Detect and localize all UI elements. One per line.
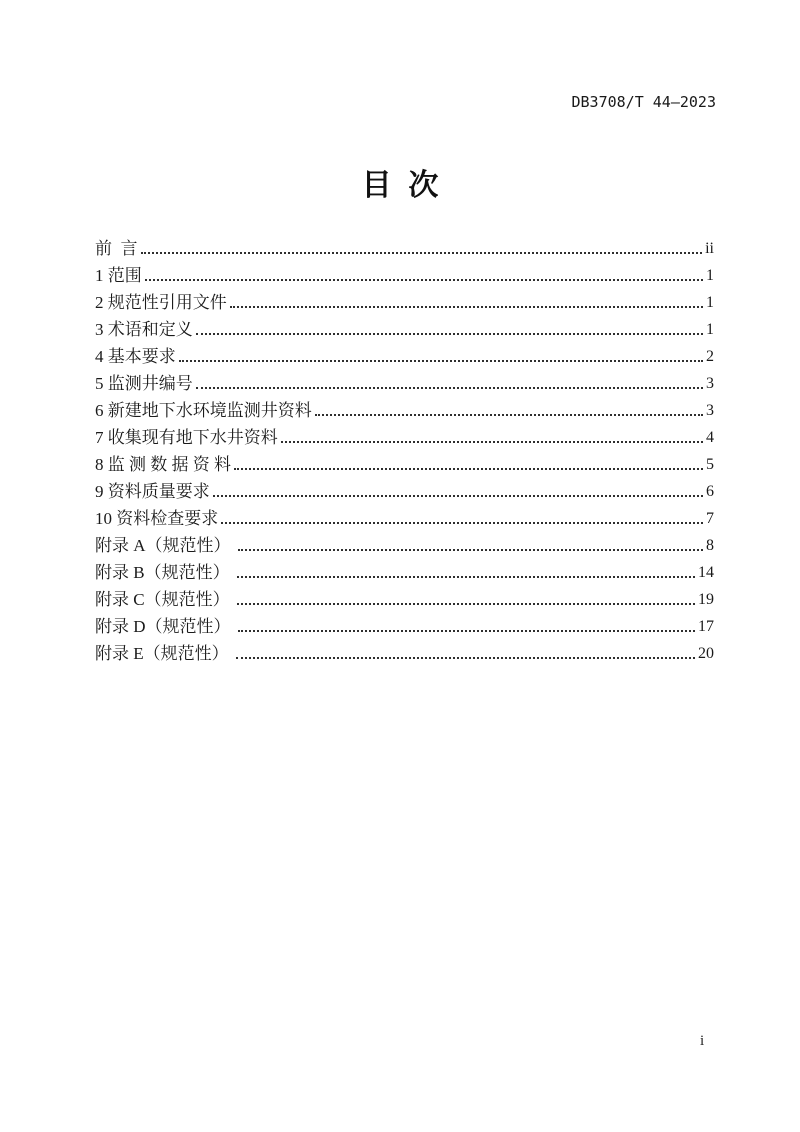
- toc-entry-page: 7: [706, 510, 714, 527]
- toc-entry-page: 1: [706, 267, 714, 284]
- toc-entry: [95, 368, 714, 395]
- toc-entry-label: 7 收集现有地下水井资料: [95, 428, 278, 447]
- toc-entry: [95, 611, 714, 638]
- toc-entry-label: 前 言: [95, 239, 138, 258]
- toc-entry-page: 20: [698, 645, 714, 662]
- toc-entry-page: 14: [698, 564, 714, 581]
- dot-leader: [196, 333, 703, 335]
- toc-entry: [95, 233, 714, 260]
- toc-entry: [95, 287, 714, 314]
- toc-entry-page: 5: [706, 456, 714, 473]
- dot-leader: [281, 441, 703, 443]
- toc-list: [95, 233, 714, 665]
- page-title: 目 次: [361, 169, 439, 202]
- toc-entry-label: 附录 E（规范性）: [95, 644, 233, 663]
- dot-leader: [236, 657, 695, 659]
- toc-entry: [95, 638, 714, 665]
- toc-entry-page: 1: [706, 294, 714, 311]
- dot-leader: [238, 549, 703, 551]
- dot-leader: [238, 630, 695, 632]
- toc-entry: [95, 422, 714, 449]
- toc-entry-page: 17: [698, 618, 714, 635]
- toc-entry: [95, 476, 714, 503]
- toc-entry: [95, 449, 714, 476]
- dot-leader: [237, 576, 695, 578]
- standard-code: DB3708/T 44—2023: [571, 93, 716, 111]
- page-number-footer: i: [700, 1033, 705, 1049]
- toc-entry-label: 5 监测井编号: [95, 374, 193, 393]
- toc-entry-label: 附录 D（规范性）: [95, 617, 235, 636]
- toc-entry-label: 3 术语和定义: [95, 320, 193, 339]
- toc-entry-page: 19: [698, 591, 714, 608]
- toc-entry-page: ii: [705, 240, 714, 257]
- toc-entry: [95, 530, 714, 557]
- dot-leader: [221, 522, 703, 524]
- toc-entry-page: 2: [706, 348, 714, 365]
- toc-entry-label: 附录 C（规范性）: [95, 590, 234, 609]
- toc-entry-page: 1: [706, 321, 714, 338]
- dot-leader: [196, 387, 703, 389]
- toc-entry-label: 10 资料检查要求: [95, 509, 219, 528]
- toc-entry-page: 3: [706, 402, 714, 419]
- toc-entry-label: 1 范围: [95, 266, 142, 285]
- toc-entry: [95, 557, 714, 584]
- dot-leader: [315, 414, 703, 416]
- toc-entry: [95, 341, 714, 368]
- toc-entry-label: 6 新建地下水环境监测井资料: [95, 401, 312, 420]
- toc-entry: [95, 584, 714, 611]
- toc-entry-label: 9 资料质量要求: [95, 482, 210, 501]
- toc-entry: [95, 395, 714, 422]
- toc-entry: [95, 314, 714, 341]
- toc-entry-label: 2 规范性引用文件: [95, 293, 227, 312]
- toc-entry-label: 4 基本要求: [95, 347, 176, 366]
- toc-entry-label: 附录 A（规范性）: [95, 536, 235, 555]
- toc-entry-page: 6: [706, 483, 714, 500]
- toc-entry-page: 8: [706, 537, 714, 554]
- dot-leader: [179, 360, 703, 362]
- toc-entry-label: 附录 B（规范性）: [95, 563, 234, 582]
- dot-leader: [213, 495, 703, 497]
- toc-entry-page: 4: [706, 429, 714, 446]
- toc-entry: [95, 503, 714, 530]
- dot-leader: [237, 603, 695, 605]
- toc-entry: [95, 260, 714, 287]
- dot-leader: [145, 279, 703, 281]
- dot-leader: [234, 468, 703, 470]
- dot-leader: [230, 306, 703, 308]
- toc-entry-label: 8 监 测 数 据 资 料: [95, 455, 231, 474]
- toc-entry-page: 3: [706, 375, 714, 392]
- dot-leader: [141, 252, 703, 254]
